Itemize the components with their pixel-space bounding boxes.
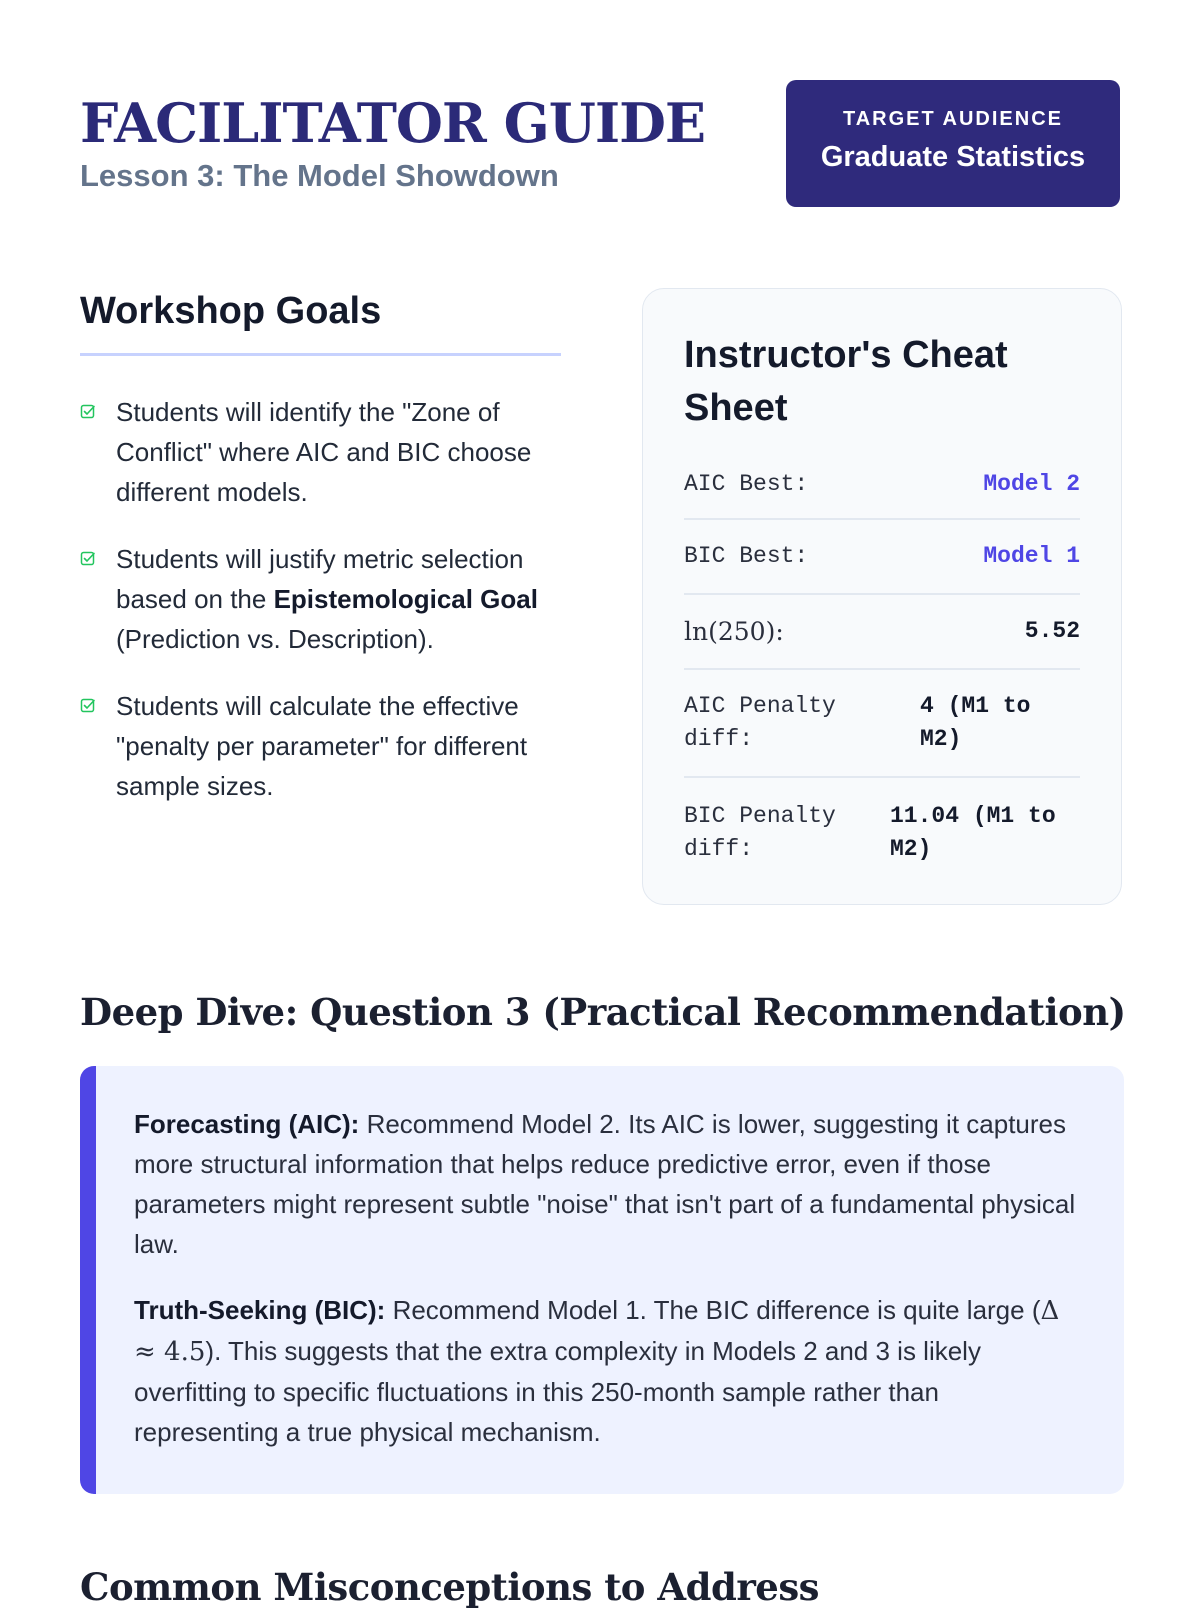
page-header (80, 80, 1120, 210)
cheat-row-label: BIC Penalty diff: (684, 803, 836, 862)
misconceptions-section (80, 1565, 819, 1609)
truth-text-post: ). This suggests that the extra complexity in Models 2 and 3 is likely overfitting to specific fluctuations in this 250-month sample rather than representing a true physical mechanism. (134, 1336, 981, 1447)
goal-text: Students will identify the "Zone of Conflict" where AIC and BIC choose different models. (116, 397, 532, 507)
cheat-row-value: Model 1 (983, 543, 1080, 569)
checkbox-icon (80, 403, 96, 419)
cheat-row-value: Model 2 (983, 471, 1080, 497)
truth-seeking-label: Truth-Seeking (BIC): (134, 1295, 386, 1325)
page-title: FACILITATOR GUIDE (80, 91, 706, 155)
checkbox-icon (80, 550, 96, 566)
cheat-row-bic-best (684, 520, 1080, 595)
forecasting-label: Forecasting (AIC): (134, 1109, 360, 1139)
truth-seeking-paragraph (134, 1290, 1084, 1452)
deep-dive-section (80, 990, 1125, 1034)
goal-item (80, 392, 561, 512)
goal-text-bold: Epistemological Goal (273, 584, 538, 614)
cheat-row-ln250 (684, 595, 1080, 670)
audience-label: TARGET AUDIENCE (843, 108, 1063, 130)
forecasting-text: Recommend Model 2. Its AIC is lower, suggesting it captures more structural information that helps reduce predictive error, even if those parameters might represent subtle "noise" that isn't part of a fundamental physical law. (134, 1109, 1076, 1259)
page-subtitle: Lesson 3: The Model Showdown (80, 158, 559, 193)
goal-text: Students will calculate the effective "penalty per parameter" for different sample sizes. (116, 691, 528, 801)
goal-text-post: (Prediction vs. Description). (116, 624, 434, 654)
cheat-row-aic-best (684, 455, 1080, 520)
cheat-sheet-heading: Instructor's Cheat Sheet (684, 334, 1008, 429)
goal-list (80, 392, 561, 806)
goal-item (80, 539, 561, 659)
cheat-row-label: AIC Penalty diff: (684, 693, 836, 752)
misconceptions-heading: Common Misconceptions to Address (80, 1565, 820, 1609)
recommendation-callout (80, 1066, 1124, 1494)
deep-dive-heading: Deep Dive: Question 3 (Practical Recommendation) (80, 990, 1126, 1034)
cheat-row-value: 5.52 (1024, 618, 1080, 644)
workshop-goals (80, 290, 561, 833)
target-audience-badge (786, 80, 1120, 207)
cheat-row-label: AIC Best: (684, 471, 809, 497)
goal-item (80, 686, 561, 806)
workshop-goals-heading: Workshop Goals (80, 290, 561, 356)
delta-formula: Δ ≈ 4.5 (134, 1296, 1060, 1367)
cheat-row-label: BIC Best: (684, 543, 809, 569)
goal-text-pre: Students will justify metric selection based on the (116, 544, 524, 614)
forecasting-paragraph (134, 1104, 1084, 1264)
cheat-row-value: 4 (M1 to M2) (920, 693, 1031, 752)
cheat-row-label: ln(250): (684, 617, 784, 646)
cheat-row-aic-penalty (684, 670, 1080, 778)
cheat-row-value: 11.04 (M1 to M2) (890, 803, 1056, 862)
checkbox-icon (80, 697, 96, 713)
truth-text-pre: Recommend Model 1. The BIC difference is quite large ( (385, 1295, 1041, 1325)
cheat-sheet-card (642, 288, 1122, 905)
audience-value: Graduate Statistics (820, 141, 1086, 173)
cheat-row-bic-penalty (684, 778, 1080, 888)
